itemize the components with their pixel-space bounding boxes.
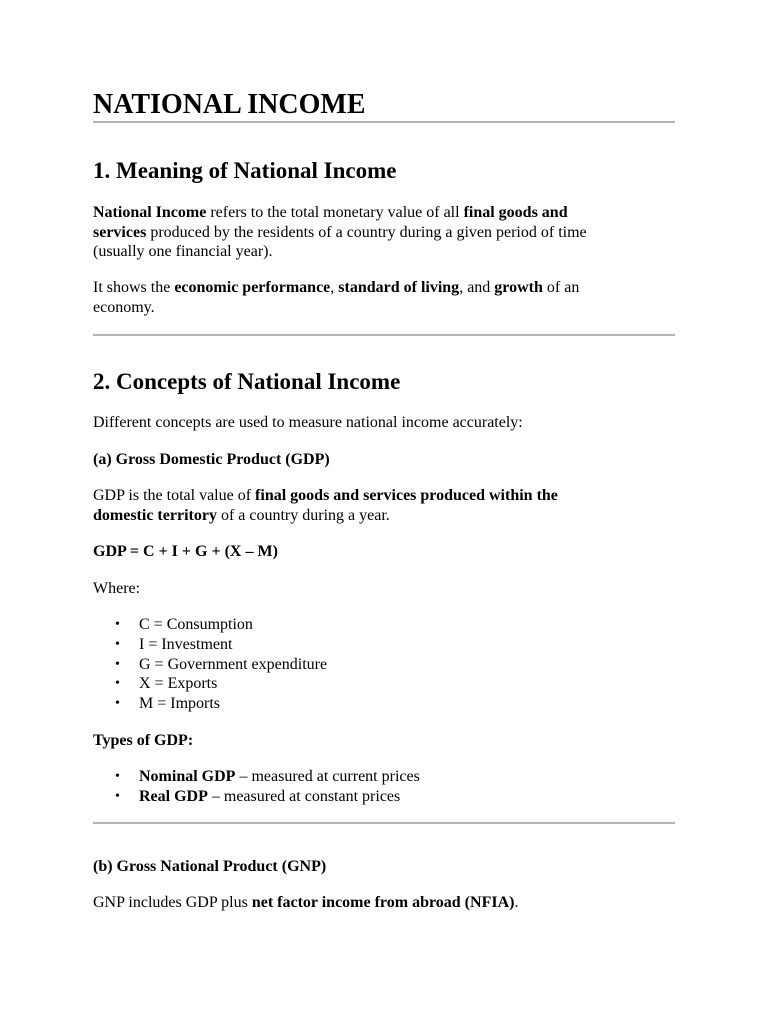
shows-paragraph-line-2: economy. <box>93 299 155 316</box>
gdp-paragraph-line-2: domestic territory of a country during a year. <box>93 507 390 524</box>
meaning-paragraph-line-1: National Income refers to the total monetary value of all final goods and <box>93 204 568 221</box>
list-item: • G = Government expenditure <box>93 655 327 675</box>
concepts-intro: Different concepts are used to measure national income accurately: <box>93 414 523 431</box>
list-item: • I = Investment <box>93 635 327 655</box>
types-of-gdp-heading: Types of GDP: <box>93 732 194 749</box>
gdp-types-list <box>93 767 420 807</box>
list-item: • Nominal GDP – measured at current prices <box>93 767 420 787</box>
list-item: • M = Imports <box>93 694 327 714</box>
gnp-paragraph: GNP includes GDP plus net factor income from abroad (NFIA). <box>93 894 519 911</box>
where-label: Where: <box>93 580 141 597</box>
list-item: • X = Exports <box>93 674 327 694</box>
section-divider <box>93 822 675 824</box>
gdp-components-list <box>93 615 327 714</box>
section-divider <box>93 334 675 336</box>
gdp-paragraph-line-1: GDP is the total value of final goods and services produced within the <box>93 487 558 504</box>
page-title: NATIONAL INCOME <box>93 89 366 120</box>
list-item: • C = Consumption <box>93 615 327 635</box>
section-2-heading: 2. Concepts of National Income <box>93 369 401 394</box>
meaning-paragraph-line-3: (usually one financial year). <box>93 243 273 260</box>
title-divider <box>93 121 675 123</box>
gdp-formula: GDP = C + I + G + (X – M) <box>93 543 278 560</box>
gdp-subheading: (a) Gross Domestic Product (GDP) <box>93 451 330 468</box>
section-1-heading: 1. Meaning of National Income <box>93 158 397 183</box>
term-national-income: National Income <box>93 204 207 221</box>
list-item: • Real GDP – measured at constant prices <box>93 787 420 807</box>
gnp-subheading: (b) Gross National Product (GNP) <box>93 858 327 875</box>
shows-paragraph-line-1: It shows the economic performance, standard of living, and growth of an <box>93 279 580 296</box>
meaning-paragraph-line-2: services produced by the residents of a country during a given period of time <box>93 224 587 241</box>
